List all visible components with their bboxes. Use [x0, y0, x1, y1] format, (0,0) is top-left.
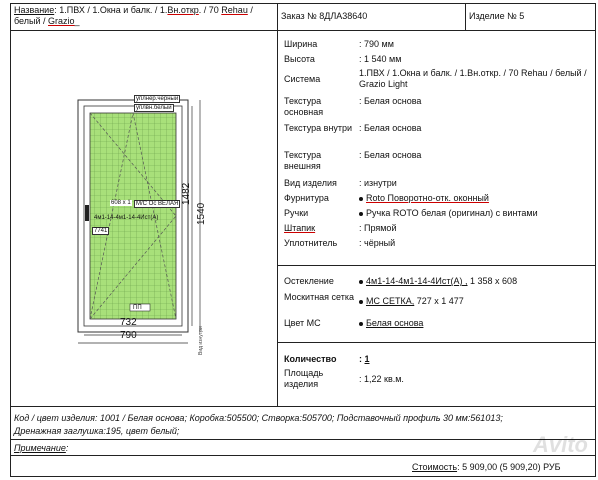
height-value: : 1 540 мм [359, 54, 402, 64]
glass-formula-note: 4м1-14-4м1-14-4Ист(А) [94, 215, 159, 221]
ms-color-value: Белая основа [359, 318, 591, 329]
handles-value: Ручка ROTO белая (оригинал) с винтами [359, 208, 591, 219]
bullet-icon [359, 197, 363, 201]
mosquito-label: Москитная сетка [284, 292, 355, 302]
bullet-icon [359, 300, 363, 304]
cost-divider [10, 455, 596, 456]
handle-icon [85, 205, 89, 221]
footer-divider [10, 406, 596, 407]
bead-label: Штапик [284, 223, 316, 233]
note-label: Примечание: [14, 443, 69, 453]
hardware-label: Фурнитура [284, 193, 329, 203]
specs-divider [277, 265, 596, 266]
system-value: 1.ПВХ / 1.Окна и балк. / 1.Вн.откр. / 70 Rehau / белый / Grazio Light [359, 68, 587, 89]
sash-height-label: 1482 [181, 182, 192, 205]
texture-inner-label: Текстура внутри [284, 123, 353, 133]
cost: Стоимость: 5 909,00 (5 909,20) РУБ [412, 462, 561, 472]
handles-label: Ручки [284, 208, 309, 218]
glazing-label: Остекление [284, 276, 334, 286]
bullet-icon [359, 212, 363, 216]
texture-outer-value: : Белая основа [359, 150, 422, 160]
width-label: Ширина [284, 39, 318, 49]
name-label: Название [14, 5, 55, 15]
total-width-label: 790 [120, 330, 137, 341]
quantity-label: Количество [284, 354, 337, 364]
header-divider [10, 30, 596, 31]
total-height-label: 1540 [196, 202, 207, 225]
bead-value: : Прямой [359, 223, 397, 233]
seal-label: Уплотнитель [284, 238, 338, 248]
view-small-label: Вид изнутри [198, 326, 204, 355]
sash-width-label: 732 [120, 317, 137, 328]
bullet-icon [359, 280, 363, 284]
glazing-divider [277, 342, 596, 343]
main-divider [277, 30, 278, 406]
seal-note-1: уплнер.черный [136, 96, 179, 102]
area-label: Площадь изделия [284, 368, 324, 389]
ms-color-label: Цвет МС [284, 318, 321, 328]
position-note: 7741 [94, 228, 108, 234]
item-number: Изделие № 5 [469, 11, 525, 21]
glazing-value: 4м1-14-4м1-14-4Ист(А) , 1 358 x 608 [359, 276, 591, 287]
bottom-label: ПП [133, 305, 142, 311]
system-label: Система [284, 74, 321, 84]
height-label: Высота [284, 54, 315, 64]
ms-note: М/С Ос ВЕЛАЯ [136, 201, 179, 207]
view-value: : изнутри [359, 178, 397, 188]
texture-outer-label: Текстура внешняя [284, 150, 322, 171]
mosquito-value: МС СЕТКА, 727 x 1 477 [359, 296, 591, 307]
watermark: Avito [533, 432, 588, 457]
hardware-value: Roto Поворотно-отк. оконный [359, 193, 591, 204]
order-number: Заказ № 8ДЛА38640 [281, 11, 368, 21]
header-sep-2 [465, 3, 466, 30]
code-line-1: Код / цвет изделия: 1001 / Белая основа; Коробка:505500; Створка:505700; Подставочный профиль 30 мм:561013; [14, 413, 503, 423]
note-divider [10, 439, 596, 440]
seal-value: : чёрный [359, 238, 396, 248]
area-value: : 1,22 кв.м. [359, 374, 404, 384]
quantity-value: : 1 [359, 354, 370, 364]
view-label: Вид изделия [284, 178, 337, 188]
texture-main-value: : Белая основа [359, 96, 422, 106]
texture-inner-value: : Белая основа [359, 123, 422, 133]
bullet-icon [359, 322, 363, 326]
texture-main-label: Текстура основная [284, 96, 324, 117]
header-sep-1 [277, 3, 278, 30]
width-value: : 790 мм [359, 39, 394, 49]
code-line-2: Дренажная заглушка:195, цвет белый; [14, 426, 180, 436]
glass-size-note: 608 х 1 [111, 200, 131, 206]
seal-note-2: уплвн.белый [136, 105, 172, 111]
product-name: Название: 1.ПВХ / 1.Окна и балк. / 1.Вн.откр. / 70 Rehau / белый / Grazio_ [14, 5, 253, 26]
